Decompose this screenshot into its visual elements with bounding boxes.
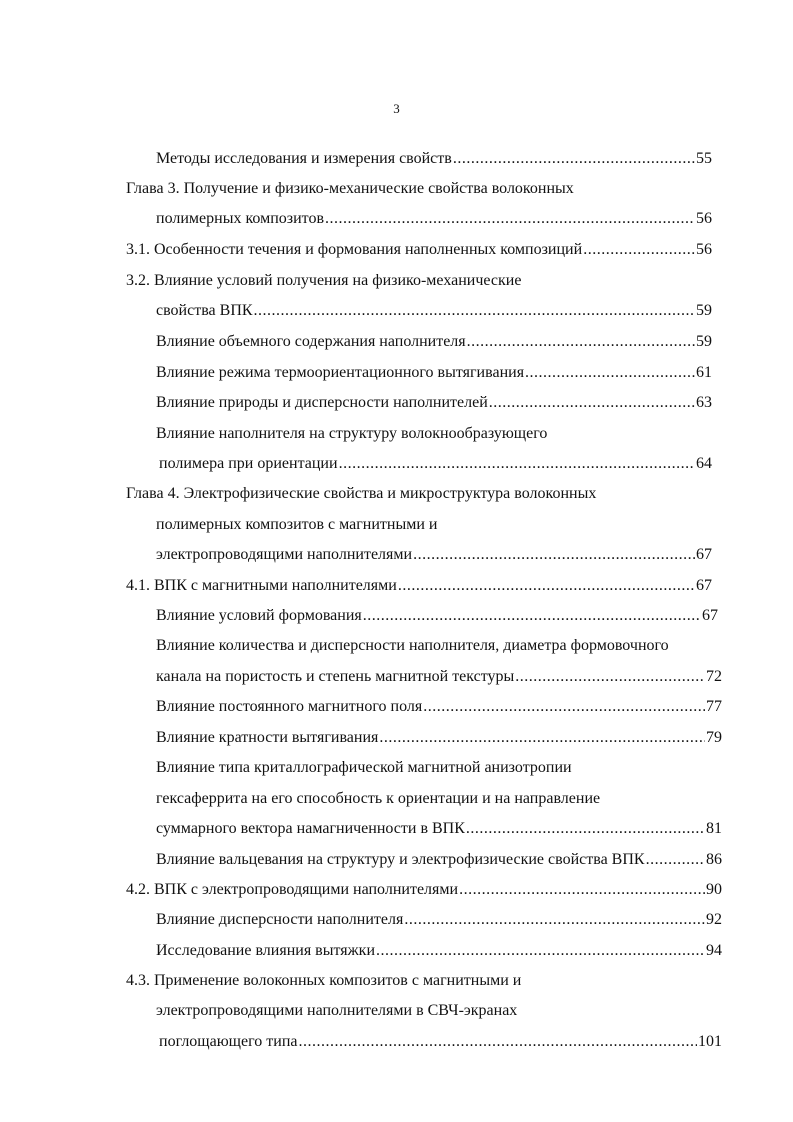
toc-entry-text: Влияние режима термоориентационного вытягивания bbox=[156, 364, 525, 381]
toc-entry-text: 3.1. Особенности течения и формования наполненных композиций bbox=[126, 241, 583, 258]
toc-entry-page: 63 bbox=[696, 394, 712, 411]
dot-leader bbox=[298, 1031, 697, 1053]
toc-entry-page: 72 bbox=[706, 668, 722, 685]
dot-leader bbox=[376, 940, 705, 962]
dot-leader bbox=[413, 544, 695, 566]
toc-entry bbox=[156, 635, 669, 657]
toc-entry-text: Влияние наполнителя на структуру волокнообразующего bbox=[156, 425, 548, 442]
toc-entry-text: Влияние природы и дисперсности наполнителей bbox=[156, 394, 488, 411]
toc-entry-text: Влияние типа криталлографической магнитной анизотропии bbox=[156, 759, 572, 776]
toc-entry bbox=[156, 423, 547, 445]
toc-entry-page: 59 bbox=[696, 333, 712, 350]
toc-entry-text: суммарного вектора намагниченности в ВПК bbox=[156, 820, 465, 837]
dot-leader bbox=[525, 362, 695, 384]
toc-entry bbox=[156, 757, 572, 779]
toc-entry-text: полимерных композитов bbox=[156, 210, 324, 227]
toc-entry bbox=[156, 727, 722, 749]
dot-leader bbox=[489, 392, 695, 414]
toc-entry-page: 59 bbox=[696, 302, 712, 319]
toc-entry-text: Влияние количества и дисперсности наполнителя, диаметра формовочного bbox=[156, 637, 669, 654]
dot-leader bbox=[423, 696, 705, 718]
toc-entry bbox=[156, 362, 712, 384]
dot-leader bbox=[379, 727, 705, 749]
toc-entry-text: электропроводящими наполнителями bbox=[156, 546, 413, 563]
toc-entry-page: 67 bbox=[696, 546, 712, 563]
dot-leader bbox=[363, 605, 701, 627]
dot-leader bbox=[339, 453, 695, 475]
dot-leader bbox=[646, 849, 705, 871]
toc-entry-text: свойства ВПК bbox=[156, 302, 253, 319]
dot-leader bbox=[583, 239, 695, 261]
page-number: 3 bbox=[393, 101, 400, 116]
toc-entry bbox=[156, 605, 718, 627]
toc-entry-page: 79 bbox=[706, 729, 722, 746]
dot-leader bbox=[453, 148, 695, 170]
toc-entry-text: Влияние объемного содержания наполнителя bbox=[156, 333, 466, 350]
toc-entry-text: гексаферрита на его способность к ориентации и на направление bbox=[156, 790, 601, 807]
toc-entry bbox=[156, 544, 712, 566]
toc-entry-page: 67 bbox=[702, 607, 718, 624]
toc-entry-text: 4.3. Применение волоконных композитов с магнитными и bbox=[126, 972, 522, 989]
toc-entry-text: 4.1. ВПК с магнитными наполнителями bbox=[126, 577, 397, 594]
toc-entry-page: 56 bbox=[696, 241, 712, 258]
toc-entry-page: 81 bbox=[706, 820, 722, 837]
toc-entry-text: Глава 3. Получение и физико-механические свойства волоконных bbox=[126, 180, 574, 197]
toc-entry-text: 4.2. ВПК с электропроводящими наполнителями bbox=[126, 881, 459, 898]
dot-leader bbox=[325, 208, 695, 230]
toc-entry-text: полимера при ориентации bbox=[159, 455, 338, 472]
toc-entry bbox=[156, 514, 437, 536]
toc-entry bbox=[156, 331, 712, 353]
toc-entry bbox=[126, 178, 574, 200]
toc-entry bbox=[156, 208, 712, 230]
toc-entry bbox=[126, 483, 596, 505]
toc-entry-page: 90 bbox=[706, 881, 722, 898]
toc-entry-text: 3.2. Влияние условий получения на физико-механические bbox=[126, 272, 522, 289]
toc-entry bbox=[156, 788, 600, 810]
toc-entry bbox=[156, 1000, 517, 1022]
dot-leader bbox=[466, 818, 705, 840]
toc-entry bbox=[126, 879, 722, 901]
toc-entry-text: полимерных композитов с магнитными и bbox=[156, 516, 438, 533]
toc-entry-page: 61 bbox=[696, 364, 712, 381]
toc-entry-page: 77 bbox=[706, 698, 722, 715]
toc-entry bbox=[159, 453, 712, 475]
toc-entry bbox=[156, 666, 722, 688]
toc-entry bbox=[126, 270, 521, 292]
dot-leader bbox=[398, 575, 695, 597]
toc-entry bbox=[156, 148, 712, 170]
toc-entry-text: Методы исследования и измерения свойств bbox=[156, 150, 452, 167]
toc-entry-page: 67 bbox=[696, 577, 712, 594]
toc-entry bbox=[156, 696, 722, 718]
toc-entry-text: Исследование влияния вытяжки bbox=[156, 942, 376, 959]
dot-leader bbox=[459, 879, 705, 901]
toc-entry-page: 86 bbox=[706, 851, 722, 868]
toc-entry-text: электропроводящими наполнителями в СВЧ-экранах bbox=[156, 1002, 518, 1019]
dot-leader bbox=[254, 300, 695, 322]
toc-entry bbox=[156, 300, 712, 322]
toc-entry-page: 55 bbox=[696, 150, 712, 167]
toc-entry-text: Влияние дисперсности наполнителя bbox=[156, 911, 404, 928]
toc-entry bbox=[156, 849, 722, 871]
toc-entry bbox=[159, 1031, 722, 1053]
toc-entry-text: поглощающего типа bbox=[159, 1033, 298, 1050]
toc-entry-text: канала на пористость и степень магнитной текстуры bbox=[156, 668, 515, 685]
toc-entry bbox=[126, 575, 712, 597]
dot-leader bbox=[467, 331, 695, 353]
toc-entry bbox=[126, 239, 712, 261]
toc-entry-text: Влияние условий формования bbox=[156, 607, 362, 624]
toc-entry-text: Глава 4. Электрофизические свойства и микроструктура волоконных bbox=[126, 485, 597, 502]
toc-entry bbox=[126, 970, 521, 992]
toc-entry-text: Влияние вальцевания на структуру и электрофизические свойства ВПК bbox=[156, 851, 645, 868]
dot-leader bbox=[515, 666, 705, 688]
toc-entry-page: 64 bbox=[696, 455, 712, 472]
toc-entry bbox=[156, 940, 722, 962]
toc-entry-text: Влияние кратности вытягивания bbox=[156, 729, 379, 746]
toc-entry-page: 92 bbox=[706, 911, 722, 928]
toc-entry-page: 94 bbox=[706, 942, 722, 959]
toc-entry bbox=[156, 392, 712, 414]
toc-entry bbox=[156, 818, 722, 840]
toc-entry-page: 101 bbox=[698, 1033, 722, 1050]
toc-entry bbox=[156, 909, 722, 931]
dot-leader bbox=[404, 909, 705, 931]
toc-entry-text: Влияние постоянного магнитного поля bbox=[156, 698, 423, 715]
toc-entry-page: 56 bbox=[696, 210, 712, 227]
